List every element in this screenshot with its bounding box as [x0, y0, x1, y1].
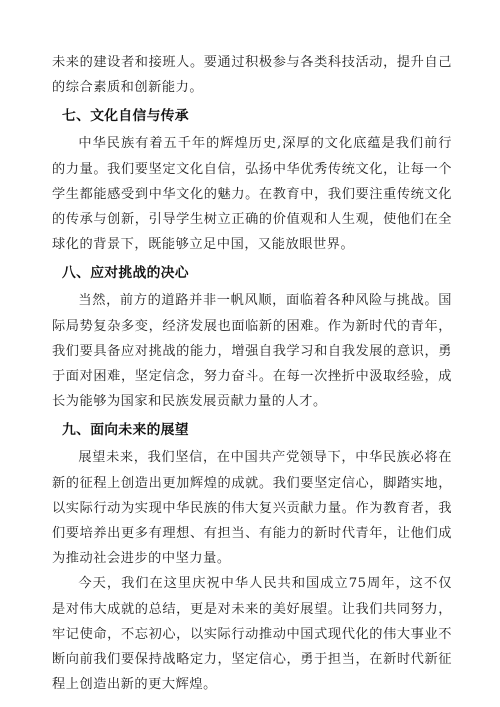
- document-body: [52, 50, 452, 697]
- section-7-paragraph: 中华民族有着五千年的辉煌历史,深厚的文化底蕴是我们前行的力量。我们要坚定文化自信，弘扬中华优秀传统文化，让每一个学生都能感受到中华文化的魅力。在教育中，我们要注重传统文化的传承与创新，引导学生树立正确的价值观和人生观，使他们在全球化的背景下，既能够立足中国，又能放眼世界。: [52, 136, 452, 253]
- intro-paragraph: 未来的建设者和接班人。要通过积极参与各类科技活动，提升自己的综合素质和创新能力。: [52, 55, 452, 96]
- section-heading-7: 七、文化自信与传承: [62, 108, 189, 125]
- section-heading-9: 九、面向未来的展望: [62, 422, 189, 439]
- section-8-paragraph: 当然，前方的道路并非一帆风顺，面临着各种风险与挑战。国际局势复杂多变，经济发展也面临新的困难。作为新时代的青年，我们要具备应对挑战的能力，增强自我学习和自我发展的意识，勇于面对困难，坚定信念，努力奋斗。在每一次挫折中汲取经验，成长为能够为国家和民族发展贡献力量的人才。: [52, 293, 452, 410]
- section-9-paragraph-2: 今天，我们在这里庆祝中华人民共和国成立75周年，这不仅是对伟大成就的总结，更是对未来的美好展望。让我们共同努力，牢记使命，不忘初心，以实际行动推动中国式现代化的伟大事业不断向前我们要保持战略定力，坚定信心，勇于担当，在新时代新征程上创造出新的更大辉煌。: [52, 576, 452, 693]
- section-heading-8: 八、应对挑战的决心: [62, 265, 189, 282]
- section-9-paragraph-1: 展望未来，我们坚信，在中国共产党领导下，中华民族必将在新的征程上创造出更加辉煌的成就。我们要坚定信心，脚踏实地，以实际行动为实现中华民族的伟大复兴贡献力量。作为教育者，我们要培养出更多有理想、有担当、有能力的新时代青年，让他们成为推动社会进步的中坚力量。: [52, 450, 452, 567]
